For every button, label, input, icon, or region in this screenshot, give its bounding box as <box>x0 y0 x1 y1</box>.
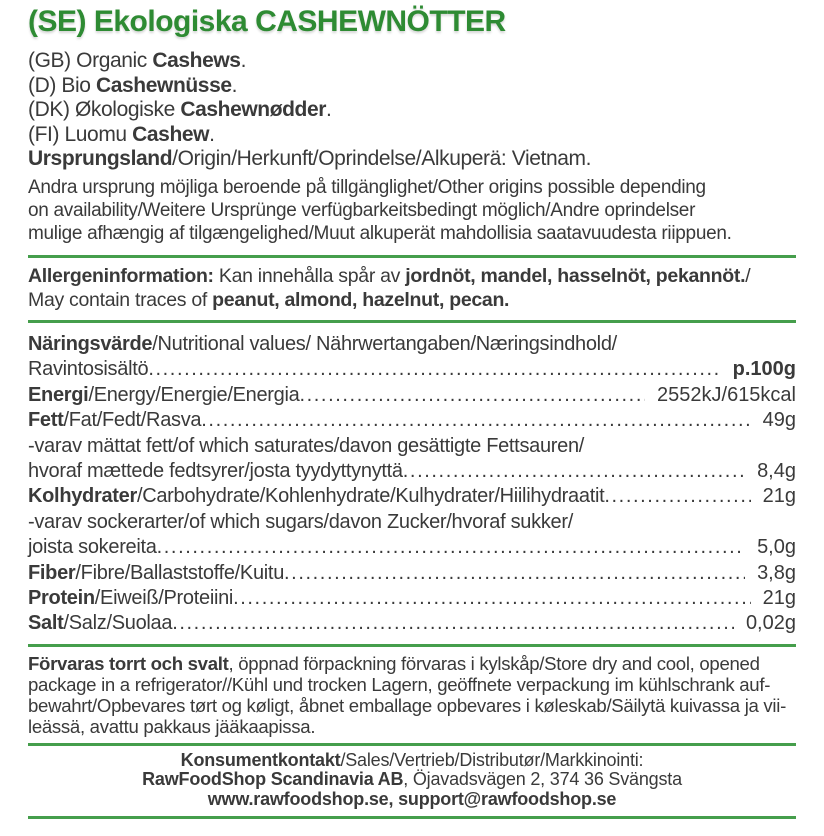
allergen-line <box>28 288 796 313</box>
nutrition-row <box>28 408 796 433</box>
contact-line-text: , Öjavadsvägen 2, 374 36 Svängsta <box>403 769 682 790</box>
nutrition-row <box>28 434 796 459</box>
divider-line <box>28 320 796 323</box>
product-name-line-text: Cashewnüsse <box>95 73 232 97</box>
origin-note-line <box>28 199 796 222</box>
nutrition-value: 49g <box>762 409 796 432</box>
product-name-line-text: (GB) Organic <box>28 49 153 72</box>
product-name-line <box>28 49 796 74</box>
nutrition-label <box>28 586 233 611</box>
product-name-line <box>28 123 796 148</box>
nutrition-row <box>28 586 796 611</box>
nutrition-label <box>28 434 584 459</box>
nutrition-label-text: /Fibre/Ballaststoffe/Kuitu <box>75 561 285 584</box>
nutrition-row <box>28 561 796 586</box>
dot-leader <box>284 561 745 586</box>
origin-note-line-text: Andra ursprung möjliga beroende på tillgänglighet/Other origins possible depending <box>28 176 706 198</box>
product-name-line <box>28 98 796 123</box>
divider-line <box>28 644 796 647</box>
divider-line <box>28 816 796 819</box>
nutrition-label-text: /Eiweiß/Proteiini <box>94 587 234 610</box>
origin-note-line-text: on availability/Weitere Ursprünge verfügbarkeitsbedingt möglich/Andre oprindelser <box>28 199 696 221</box>
nutrition-value: 3,8g <box>757 561 796 584</box>
origin-note-line <box>28 222 796 245</box>
allergen-line-text: jordnöt, mandel, hasselnöt, pekannöt. <box>405 264 746 287</box>
dot-leader <box>604 484 750 509</box>
product-name-line-text: . <box>231 73 238 97</box>
origin-note-line-text: mulige afhængig af tilgængelighed/Muut alkuperät mahdollisia saatavuudesta riippuen. <box>28 222 732 244</box>
product-name-line-text: Cashewnødder <box>180 98 327 122</box>
product-name-line-text: (DK) Økologiske <box>28 98 181 122</box>
allergen-line-text: / <box>745 264 751 287</box>
nutrition-value: 21g <box>762 587 796 610</box>
contact-line <box>28 790 796 810</box>
nutrition-label <box>28 561 284 586</box>
nutrition-row <box>28 484 796 509</box>
contact-line-text: www.rawfoodshop.se, support@rawfoodshop.se <box>207 789 617 810</box>
storage-instructions <box>28 653 796 737</box>
nutrition-label-text: Fett <box>28 409 64 432</box>
product-name-line <box>28 147 796 172</box>
nutrition-label-text: Näringsvärde <box>28 332 153 355</box>
allergen-line-text: Kan innehålla spår av <box>213 264 406 287</box>
nutrition-label-text: /Fat/Fedt/Rasva <box>63 409 202 432</box>
nutrition-row <box>28 357 796 382</box>
nutrition-label <box>28 484 604 509</box>
product-name-line-text: . <box>209 122 215 146</box>
allergen-info <box>28 264 796 313</box>
nutrition-label-text: hvoraf mættede fedtsyrer/josta tyydyttynyttä <box>28 460 403 482</box>
allergen-line-text: Allergeninformation: <box>28 264 214 287</box>
dot-leader <box>148 357 720 382</box>
nutrition-value: 21g <box>762 485 796 508</box>
dot-leader <box>201 408 750 433</box>
nutrition-label <box>28 332 617 357</box>
allergen-line <box>28 264 796 289</box>
product-name-line-text: /Origin/Herkunft/Oprindelse/Alkuperä: Vietnam. <box>172 147 592 171</box>
contact-line <box>28 751 796 771</box>
product-name-line-text: Cashew <box>132 122 210 146</box>
nutrition-label-text: Energi <box>28 383 89 406</box>
nutrition-row <box>28 332 796 357</box>
nutrition-table <box>28 332 796 637</box>
nutrition-label-text: /Energy/Energie/Energia <box>88 383 300 406</box>
allergen-line-text: May contain traces of <box>28 289 213 312</box>
nutrition-label-text: Kolhydrater <box>28 485 137 508</box>
nutrition-label-text: joista sokereita <box>28 536 157 559</box>
nutrition-label <box>28 383 299 408</box>
nutrition-value: 8,4g <box>757 460 796 482</box>
nutrition-label-text: Fiber <box>28 561 76 584</box>
nutrition-label <box>28 357 148 382</box>
contact-line-text: /Sales/Vertrieb/Distributør/Markkinointi: <box>340 749 644 770</box>
nutrition-label-text: -varav mättat fett/of which saturates/davon gesättigte Fettsauren/ <box>28 434 585 457</box>
dot-leader <box>403 459 745 484</box>
storage-line-text: , öppnad förpackning förvaras i kylskåp/Store dry and cool, opened <box>228 652 760 674</box>
nutrition-label-text: Salt <box>28 612 64 635</box>
nutrition-label-text: /Nutritional values/ Nährwertangaben/Næringsindhold/ <box>152 332 617 355</box>
contact-info <box>28 751 796 810</box>
product-name-line-text: Cashews <box>152 49 241 72</box>
storage-line-text: bewahrt/Opbevares tørt og køligt, åbnet emballage opbevares i køleskab/Säilytä kuivassa ja vii- <box>28 694 786 716</box>
product-label <box>0 1 824 819</box>
dot-leader <box>299 383 645 408</box>
divider-line <box>28 255 796 258</box>
nutrition-label <box>28 459 403 484</box>
storage-line-text: leässä, avattu pakkaus jääkaapissa. <box>28 715 316 737</box>
nutrition-row <box>28 383 796 408</box>
product-name-lines <box>28 49 796 172</box>
nutrition-label-text: Ravintosisältö <box>28 358 149 381</box>
nutrition-row <box>28 459 796 484</box>
origin-note <box>28 176 796 245</box>
allergen-line-text: peanut, almond, hazelnut, pecan. <box>212 289 510 312</box>
nutrition-value: 0,02g <box>745 612 796 635</box>
nutrition-label <box>28 535 157 560</box>
product-name-line-text: (FI) Luomu <box>28 122 133 146</box>
nutrition-row <box>28 535 796 560</box>
page-title: (SE) Ekologiska CASHEWNÖTTER <box>28 5 506 38</box>
nutrition-row <box>28 611 796 636</box>
nutrition-label-text: /Salz/Suolaa <box>63 612 173 635</box>
dot-leader <box>233 586 751 611</box>
nutrition-label-text: -varav sockerarter/of which sugars/davon Zucker/hvoraf sukker/ <box>28 510 573 533</box>
nutrition-value: 5,0g <box>757 536 796 559</box>
nutrition-value: 2552kJ/615kcal <box>657 383 796 406</box>
nutrition-label <box>28 611 172 636</box>
storage-line <box>28 674 796 695</box>
nutrition-row <box>28 510 796 535</box>
product-name-line <box>28 74 796 99</box>
nutrition-label <box>28 408 201 433</box>
nutrition-value: p.100g <box>732 358 796 381</box>
storage-line <box>28 653 796 674</box>
product-name-line-text: . <box>240 49 247 72</box>
origin-note-line <box>28 176 796 199</box>
contact-line-text: Konsumentkontakt <box>180 749 341 770</box>
storage-line-text: package in a refrigerator//Kühl und trocken Lagern, geöffnete verpackung im kühlschrank auf- <box>28 673 771 695</box>
dot-leader <box>157 535 745 560</box>
contact-line <box>28 770 796 790</box>
nutrition-label-text: Protein <box>28 587 95 610</box>
nutrition-label-text: /Carbohydrate/Kohlenhydrate/Kulhydrater/Hiilihydraatit <box>136 485 605 508</box>
product-name-line-text: (D) Bio <box>28 73 96 97</box>
dot-leader <box>172 611 734 636</box>
product-name-line-text: Ursprungsland <box>28 147 173 171</box>
storage-line <box>28 716 796 737</box>
contact-line-text: RawFoodShop Scandinavia AB <box>142 769 404 790</box>
storage-line <box>28 695 796 716</box>
divider-line <box>28 743 796 746</box>
nutrition-label <box>28 510 573 535</box>
product-name-line-text: . <box>326 98 332 122</box>
storage-line-text: Förvaras torrt och svalt <box>28 652 229 674</box>
